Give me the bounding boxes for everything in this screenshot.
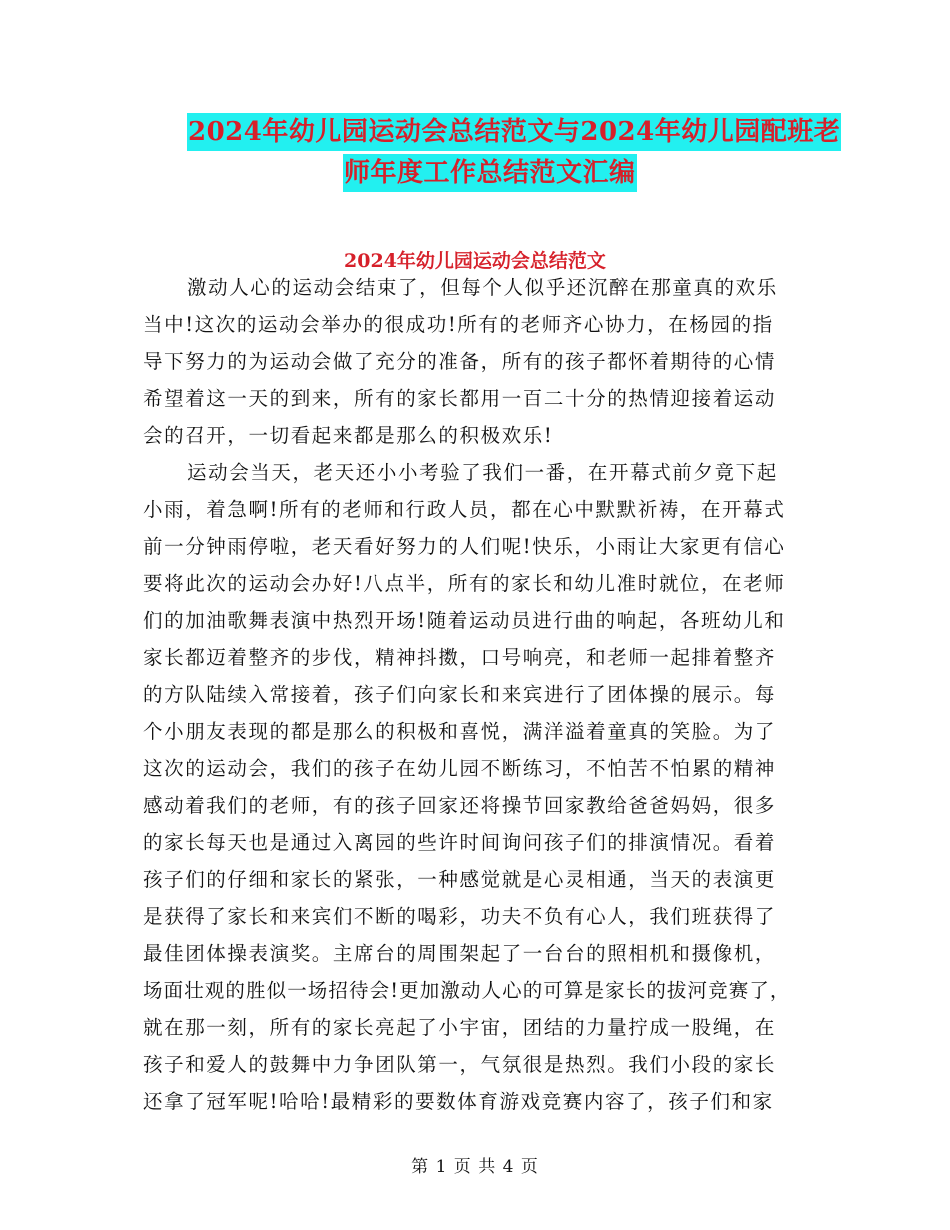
section-title: 2024年幼儿园运动会总结范文 (344, 250, 606, 272)
text-line: 感动着我们的老师，有的孩子回家还将操节回家教给爸爸妈妈，很多 (143, 794, 777, 817)
text-line: 个小朋友表现的都是那么的积极和喜悦，满洋溢着童真的笑脸。为了 (143, 720, 777, 743)
page-footer: 第 1 页 共 4 页 (411, 1157, 539, 1177)
text-line: 当中!这次的运动会举办的很成功!所有的老师齐心协力，在杨园的指 (143, 313, 774, 336)
text-line: 还拿了冠军呢!哈哈!最精彩的要数体育游戏竞赛内容了，孩子们和家 (143, 1090, 774, 1113)
text-line: 运动会当天，老天还小小考验了我们一番，在开幕式前夕竟下起 (187, 461, 778, 484)
text-line: 激动人心的运动会结束了，但每个人似乎还沉醉在那童真的欢乐 (187, 276, 778, 299)
text-line: 最佳团体操表演奖。主席台的周围架起了一台台的照相机和摄像机， (143, 942, 777, 965)
text-line: 场面壮观的胜似一场招待会!更加激动人心的可算是家长的拔河竞赛了， (143, 979, 791, 1002)
text-line: 孩子们的仔细和家长的紧张，一种感觉就是心灵相通，当天的表演更 (143, 868, 777, 891)
text-line: 小雨，着急啊!所有的老师和行政人员，都在心中默默祈祷，在开幕式 (143, 498, 786, 521)
text-line: 前一分钟雨停啦，老天看好努力的人们呢!快乐，小雨让大家更有信心 (143, 535, 786, 558)
text-line: 的家长每天也是通过入离园的些许时间询问孩子们的排演情况。看着 (143, 831, 777, 854)
text-line: 导下努力的为运动会做了充分的准备，所有的孩子都怀着期待的心情 (143, 350, 777, 373)
text-line: 就在那一刻，所有的家长亮起了小宇宙，团结的力量拧成一股绳，在 (143, 1016, 777, 1039)
text-line: 家长都迈着整齐的步伐，精神抖擞，口号响亮，和老师一起排着整齐 (143, 646, 777, 669)
text-line: 是获得了家长和来宾们不断的喝彩，功夫不负有心人，我们班获得了 (143, 905, 777, 928)
text-line: 要将此次的运动会办好!八点半，所有的家长和幼儿准时就位，在老师 (143, 572, 786, 595)
text-line: 希望着这一天的到来，所有的家长都用一百二十分的热情迎接着运动 (143, 387, 777, 410)
text-line: 这次的运动会，我们的孩子在幼儿园不断练习，不怕苦不怕累的精神 (143, 757, 777, 780)
document-title-line-1: 2024年幼儿园运动会总结范文与2024年幼儿园配班老 (187, 113, 841, 151)
text-line: 的方队陆续入常接着，孩子们向家长和来宾进行了团体操的展示。每 (143, 683, 777, 706)
document-title-line-2: 师年度工作总结范文汇编 (343, 154, 637, 192)
text-line: 孩子和爱人的鼓舞中力争团队第一，气氛很是热烈。我们小段的家长 (143, 1053, 777, 1076)
text-line: 们的加油歌舞表演中热烈开场!随着运动员进行曲的响起，各班幼儿和 (143, 609, 786, 632)
text-line: 会的召开，一切看起来都是那么的积极欢乐! (143, 424, 554, 447)
